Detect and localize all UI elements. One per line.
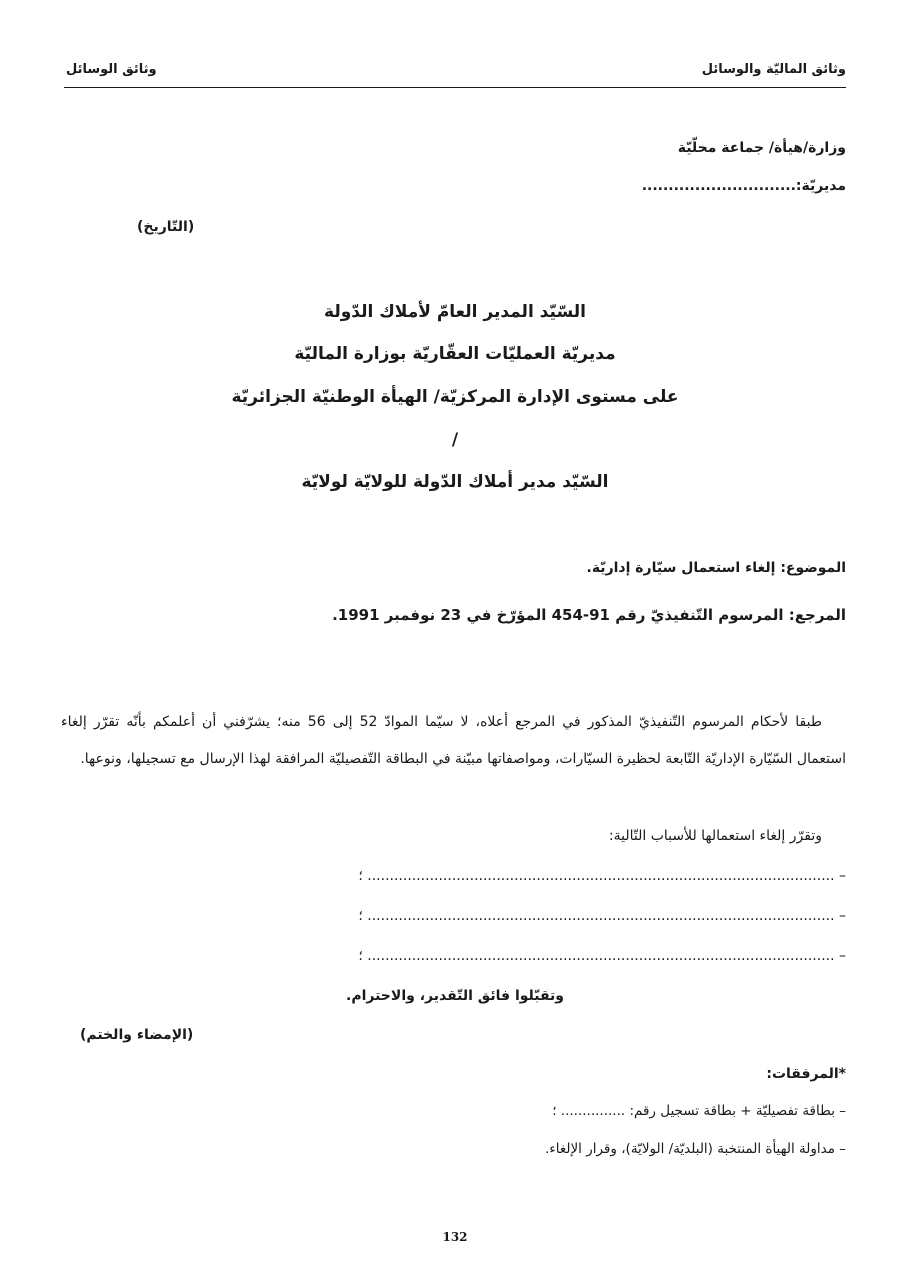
reasons-intro: وتقرّر إلغاء استعمالها للأسباب التّالية: bbox=[608, 828, 822, 844]
subject-line: الموضوع: إلغاء استعمال سيّارة إداريّة. bbox=[586, 560, 846, 576]
closing-line: وتقبّلوا فائق التّقدير، والاحترام. bbox=[346, 988, 564, 1004]
sender-directorate: مديريّة:............................. bbox=[641, 178, 846, 194]
header-rule bbox=[64, 87, 846, 88]
date-label: (التّاريخ) bbox=[137, 219, 195, 235]
addressee-line-2: مديريّة العمليّات العقّاريّة بوزارة الماليّة bbox=[294, 344, 616, 364]
addressee-line-3: على مستوى الإدارة المركزيّة/ الهيأة الوطنيّة الجزائريّة bbox=[231, 387, 679, 407]
body-paragraph-text: طبقا لأحكام المرسوم التّنفيذيّ المذكور في المرجع أعلاه، لا سيّما الموادّ 52 إلى 56 منه؛ يشرّفني أن أعلمكم بأنّه تقرّر إلغاء استعمال السّيّارة الإداريّة التّابعة لحظيرة السيّارات، ومواصفاتها مبيّنة في البطاقة التّفصيليّة المرافقة لهذا الإرسال مع تسجيلها، ونوعها. bbox=[61, 714, 846, 767]
attachments-title: *المرفقات: bbox=[766, 1066, 846, 1082]
reason-line: – ......................................................................................................... ؛ bbox=[358, 948, 846, 964]
header-title-right: وثائق الماليّة والوسائل bbox=[701, 62, 846, 77]
body-paragraph bbox=[61, 704, 846, 778]
attachment-item: – بطاقة تفصيليّة + بطاقة تسجيل رقم: ............... ؛ bbox=[552, 1103, 846, 1119]
page-number: 132 bbox=[442, 1230, 468, 1244]
attachment-item: – مداولة الهيأة المنتخبة (البلديّة/ الولايّة)، وقرار الإلغاء. bbox=[545, 1141, 846, 1157]
signature-label: (الإمضاء والختم) bbox=[80, 1027, 194, 1043]
reference-line: المرجع: المرسوم التّنفيذيّ رقم 91-454 المؤرّخ في 23 نوفمبر 1991. bbox=[332, 606, 846, 624]
reason-line: – ......................................................................................................... ؛ bbox=[358, 868, 846, 884]
sender-ministry: وزارة/هيأة/ جماعة محلّيّة bbox=[677, 140, 846, 156]
addressee-separator: / bbox=[451, 430, 459, 450]
header-title-left: وثائق الوسائل bbox=[66, 62, 157, 77]
reason-line: – ......................................................................................................... ؛ bbox=[358, 908, 846, 924]
addressee-line-4: السّيّد مدير أملاك الدّولة للولايّة لولايّة bbox=[301, 472, 609, 492]
addressee-line-1: السّيّد المدير العامّ لأملاك الدّولة bbox=[324, 302, 586, 322]
